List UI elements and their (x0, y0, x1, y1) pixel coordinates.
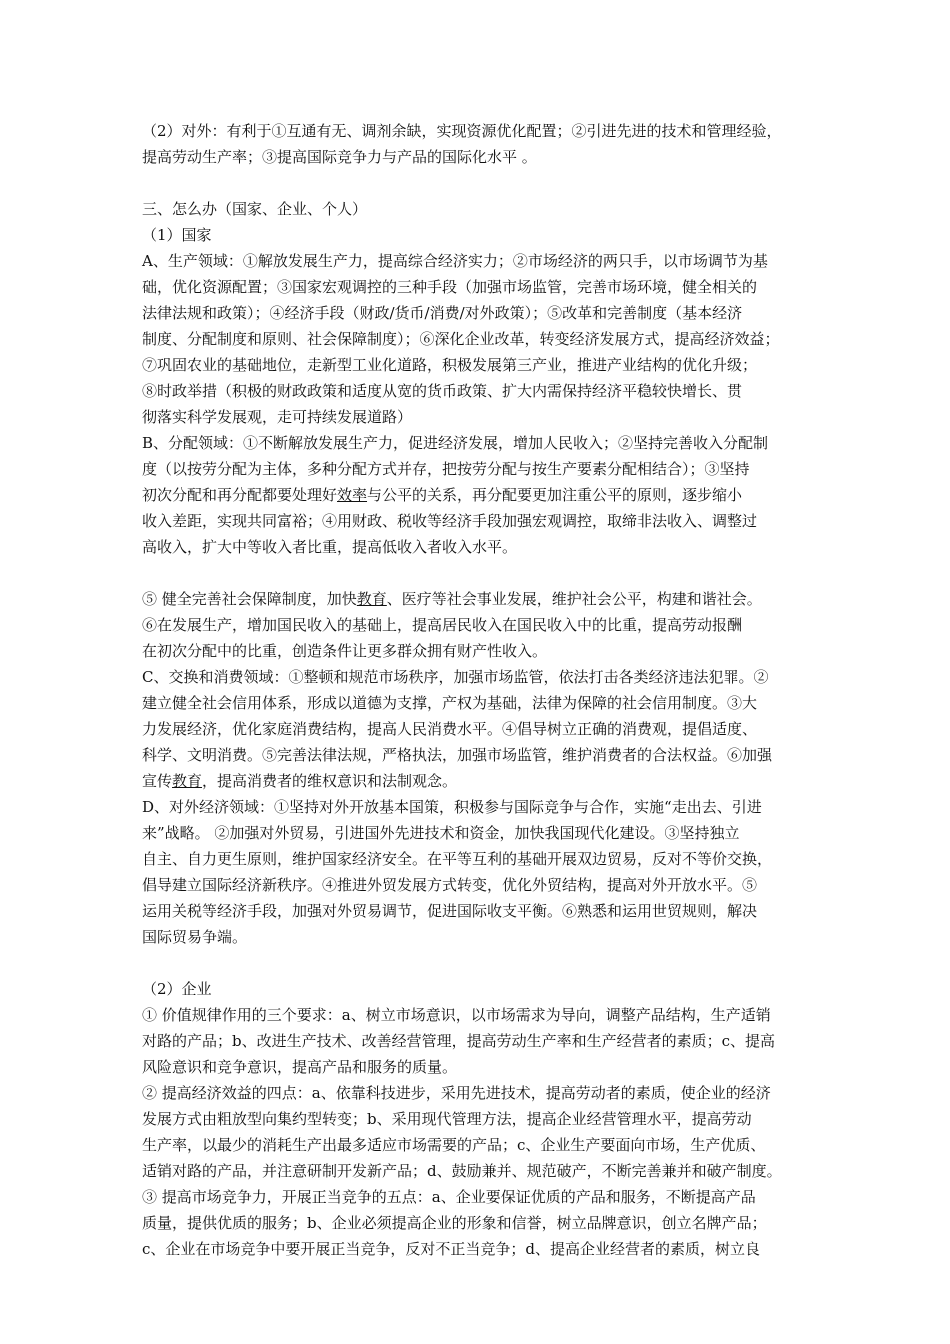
text-line: 国际贸易争端。 (142, 928, 248, 946)
text-line: A、生产领域：①解放发展生产力，提高综合经济实力；②市场经济的两只手，以市场调节为基 (142, 252, 768, 270)
text-line: ⑤ 健全完善社会保障制度，加快教育、医疗等社会事业发展，维护社会公平，构建和谐社会。 (142, 590, 762, 608)
text-line: 发展方式由粗放型向集约型转变；b、采用现代管理方法，提高企业经营管理水平，提高劳动 (142, 1110, 752, 1128)
text-line: 彻落实科学发展观，走可持续发展道路） (142, 408, 413, 426)
text-line: 础，优化资源配置；③国家宏观调控的三种手段（加强市场监管，完善市场环境，健全相关的 (142, 278, 758, 296)
text-line: 来”战略。 ②加强对外贸易，引进国外先进技术和资金，加快我国现代化建设。③坚持独立 (142, 824, 740, 842)
text-line: 高收入，扩大中等收入者比重，提高低收入者收入水平。 (142, 538, 518, 556)
text-line: D、对外经济领域：①坚持对外开放基本国策，积极参与国际竞争与合作，实施“走出去、引进 (142, 798, 762, 816)
text-line: 质量，提供优质的服务；b、企业必须提高企业的形象和信誉，树立品牌意识，创立名牌产品； (142, 1214, 767, 1232)
text-line: ③ 提高市场竞争力，开展正当竞争的五点：a、企业要保证优质的产品和服务，不断提高产品 (142, 1188, 756, 1206)
document-body (142, 118, 822, 1262)
text-line: 自主、自力更生原则，维护国家经济安全。在平等互利的基础开展双边贸易，反对不等价交换， (142, 850, 773, 868)
text-line: 力发展经济，优化家庭消费结构，提高人民消费水平。④倡导树立正确的消费观，提倡适度、 (142, 720, 758, 738)
text-line: 科学、文明消费。⑤完善法律法规，严格执法，加强市场监管，维护消费者的合法权益。⑥加强 (142, 746, 773, 764)
text-line: 宣传教育，提高消费者的维权意识和法制观念。 (142, 772, 458, 790)
underlined-word: 教育 (172, 772, 203, 790)
text-line: 运用关税等经济手段，加强对外贸易调节，促进国际收支平衡。⑥熟悉和运用世贸规则，解决 (142, 902, 758, 920)
blank-line (142, 950, 822, 976)
text-line: 初次分配和再分配都要处理好效率与公平的关系，再分配要更加注重公平的原则，逐步缩小 (142, 486, 743, 504)
text-line: ⑥在发展生产，增加国民收入的基础上，提高居民收入在国民收入中的比重，提高劳动报酬 (142, 616, 743, 634)
text-line: 倡导建立国际经济新秩序。④推进外贸发展方式转变，优化外贸结构，提高对外开放水平。⑤ (142, 876, 758, 894)
text-line: c、企业在市场竞争中要开展正当竞争，反对不正当竞争；d、提高企业经营者的素质，树立良 (142, 1240, 761, 1258)
text-line: 制度、分配制度和原则、社会保障制度）；⑥深化企业改革，转变经济发展方式，提高经济效益； (142, 330, 780, 348)
text-line: 在初次分配中的比重，创造条件让更多群众拥有财产性收入。 (142, 642, 548, 660)
text-line: ② 提高经济效益的四点：a、依靠科技进步，采用先进技术，提高劳动者的素质，使企业的经济 (142, 1084, 771, 1102)
text-line: 收入差距，实现共同富裕；④用财政、税收等经济手段加强宏观调控，取缔非法收入、调整过 (142, 512, 758, 530)
text-line: 对路的产品；b、改进生产技术、改善经营管理，提高劳动生产率和生产经营者的素质；c、提高 (142, 1032, 776, 1050)
text-line: 提高劳动生产率；③提高国际竞争力与产品的国际化水平 。 (142, 148, 537, 166)
text-line: 法律法规和政策）；④经济手段（财政/货币/消费/对外政策）；⑤改革和完善制度（基本经济 (142, 304, 743, 322)
text-line: 建立健全社会信用体系，形成以道德为支撑，产权为基础，法律为保障的社会信用制度。③大 (142, 694, 758, 712)
text-line: 适销对路的产品，并注意研制开发新产品；d、鼓励兼并、规范破产，不断完善兼并和破产制度。 (142, 1162, 782, 1180)
underlined-word: 效率 (337, 486, 368, 504)
text-line: ⑧时政举措（积极的财政政策和适度从宽的货币政策、扩大内需保持经济平稳较快增长、贯 (142, 382, 743, 400)
text-line: ① 价值规律作用的三个要求：a、树立市场意识，以市场需求为导向，调整产品结构，生产适销 (142, 1006, 771, 1024)
text-line: 度（以按劳分配为主体，多种分配方式并存，把按劳分配与按生产要素分配相结合）；③坚持 (142, 460, 750, 478)
blank-line (142, 170, 822, 196)
blank-line (142, 560, 822, 586)
underlined-word: 教育 (356, 590, 387, 608)
text-line: （1）国家 (142, 226, 212, 244)
text-line: C、交换和消费领域：①整顿和规范市场秩序，加强市场监管，依法打击各类经济违法犯罪。② (142, 668, 769, 686)
text-line: （2）企业 (142, 980, 212, 998)
text-line: 风险意识和竞争意识，提高产品和服务的质量。 (142, 1058, 458, 1076)
text-line: 三、怎么办（国家、企业、个人） (142, 200, 368, 218)
text-line: （2）对外：有利于①互通有无、调剂余缺，实现资源优化配置；②引进先进的技术和管理经验， (142, 122, 782, 140)
text-line: B、分配领域：①不断解放发展生产力，促进经济发展，增加人民收入；②坚持完善收入分配制 (142, 434, 769, 452)
text-line: ⑦巩固农业的基础地位，走新型工业化道路，积极发展第三产业，推进产业结构的优化升级； (142, 356, 758, 374)
text-line: 生产率，以最少的消耗生产出最多适应市场需要的产品；c、企业生产要面向市场，生产优质、 (142, 1136, 766, 1154)
